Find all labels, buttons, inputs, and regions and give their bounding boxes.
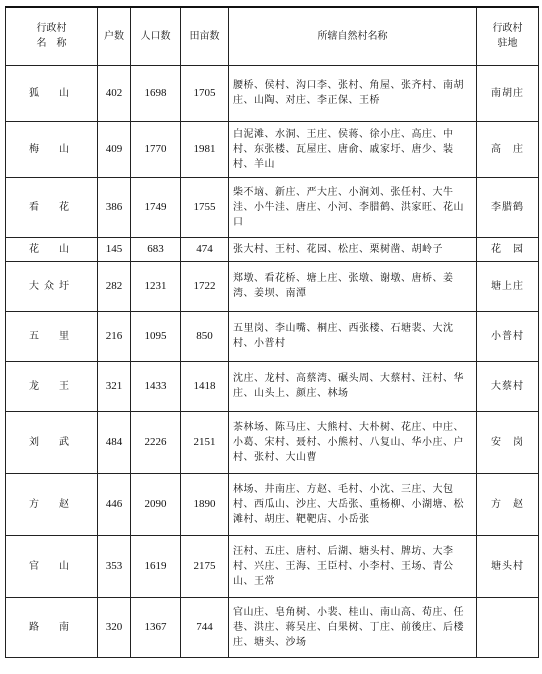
- row-seat: 花 园: [477, 237, 539, 261]
- row-seat: 高 庄: [477, 121, 539, 177]
- row-name: 龙 王: [6, 361, 98, 411]
- row-households: 282: [98, 261, 131, 311]
- table-row: [6, 597, 539, 657]
- row-farmland: 1722: [181, 261, 229, 311]
- table-row: [6, 473, 539, 535]
- row-seat: 安 岗: [477, 411, 539, 473]
- table-row: [6, 411, 539, 473]
- row-villages: 汪村、五庄、唐村、后湖、塘头村、牌坊、大李村、兴庄、王海、王臣村、小李村、王场、青公山、王常: [229, 535, 477, 597]
- row-seat: 南胡庄: [477, 65, 539, 121]
- header-township: 行政村 名 称: [6, 7, 98, 65]
- table-row: [6, 65, 539, 121]
- row-farmland: 1890: [181, 473, 229, 535]
- row-farmland: 1418: [181, 361, 229, 411]
- table-row: [6, 121, 539, 177]
- table-row: [6, 311, 539, 361]
- row-villages: 白泥滩、水洞、王庄、侯蒋、徐小庄、高庄、中村、东张楼、瓦屋庄、唐俞、戚家圩、唐少、装村、羊山: [229, 121, 477, 177]
- row-seat: 方 赵: [477, 473, 539, 535]
- row-households: 353: [98, 535, 131, 597]
- row-farmland: 2175: [181, 535, 229, 597]
- row-population: 1770: [131, 121, 181, 177]
- row-households: 145: [98, 237, 131, 261]
- row-population: 1433: [131, 361, 181, 411]
- row-population: 1095: [131, 311, 181, 361]
- row-population: 683: [131, 237, 181, 261]
- table-row: [6, 261, 539, 311]
- row-seat: 塘上庄: [477, 261, 539, 311]
- row-population: 2226: [131, 411, 181, 473]
- row-name: 五 里: [6, 311, 98, 361]
- row-villages: 张大村、王村、花园、松庄、栗树凿、胡岭子: [229, 237, 477, 261]
- row-name: 花 山: [6, 237, 98, 261]
- table-row: [6, 361, 539, 411]
- header-villages: 所辖自然村名称: [229, 7, 477, 65]
- row-population: 1619: [131, 535, 181, 597]
- table-row: [6, 177, 539, 237]
- row-name: 方 赵: [6, 473, 98, 535]
- row-farmland: 850: [181, 311, 229, 361]
- row-villages: 腰桥、侯村、沟口李、张村、角屋、张齐村、南胡庄、山陶、对庄、李正保、王桥: [229, 65, 477, 121]
- row-name: 路 南: [6, 597, 98, 657]
- row-households: 484: [98, 411, 131, 473]
- row-name: 看 花: [6, 177, 98, 237]
- row-households: 321: [98, 361, 131, 411]
- row-population: 2090: [131, 473, 181, 535]
- table-row: [6, 237, 539, 261]
- row-seat: 李腊鹤: [477, 177, 539, 237]
- row-seat: [477, 597, 539, 657]
- village-table: [5, 6, 539, 658]
- row-villages: 五里岗、李山嘴、桐庄、西张楼、石塘裴、大沈村、小普村: [229, 311, 477, 361]
- row-villages: 郑墩、看花桥、塘上庄、张墩、谢墩、唐桥、姜湾、姜坝、南潭: [229, 261, 477, 311]
- table-row: [6, 535, 539, 597]
- row-seat: 小普村: [477, 311, 539, 361]
- row-households: 386: [98, 177, 131, 237]
- row-population: 1231: [131, 261, 181, 311]
- row-households: 409: [98, 121, 131, 177]
- row-households: 320: [98, 597, 131, 657]
- row-villages: 茶林场、陈马庄、大熊村、大朴树、花庄、中庄、小葛、宋村、聂村、小熊村、八复山、华小庄、户村、张村、大山曹: [229, 411, 477, 473]
- row-households: 216: [98, 311, 131, 361]
- row-farmland: 474: [181, 237, 229, 261]
- row-name: 狐 山: [6, 65, 98, 121]
- row-farmland: 1705: [181, 65, 229, 121]
- row-population: 1749: [131, 177, 181, 237]
- header-households: 户数: [98, 7, 131, 65]
- row-seat: 塘头村: [477, 535, 539, 597]
- row-population: 1367: [131, 597, 181, 657]
- row-villages: 柴不垴、新庄、严大庄、小涧刘、张任村、大牛洼、小牛洼、唐庄、小河、李腊鹤、洪家旺、花山口: [229, 177, 477, 237]
- row-villages: 林场、井南庄、方赵、毛村、小沈、三庄、大包村、西瓜山、沙庄、大岳张、重杨柳、小湖塘、松滩村、胡庄、靶靶店、小岳张: [229, 473, 477, 535]
- row-seat: 大蔡村: [477, 361, 539, 411]
- header-population: 人口数: [131, 7, 181, 65]
- row-farmland: 1755: [181, 177, 229, 237]
- row-name: 梅 山: [6, 121, 98, 177]
- header-row: [6, 7, 539, 65]
- row-farmland: 2151: [181, 411, 229, 473]
- row-farmland: 1981: [181, 121, 229, 177]
- row-name: 大众圩: [6, 261, 98, 311]
- row-villages: 官山庄、皂角树、小裴、桂山、南山高、荀庄、任巷、洪庄、蒋吴庄、白果树、丁庄、前後庄、后楼庄、塘头、沙场: [229, 597, 477, 657]
- row-households: 402: [98, 65, 131, 121]
- row-households: 446: [98, 473, 131, 535]
- row-villages: 沈庄、龙村、高蔡湾、碾头周、大蔡村、汪村、华庄、山头上、颜庄、林场: [229, 361, 477, 411]
- row-farmland: 744: [181, 597, 229, 657]
- header-farmland: 田亩数: [181, 7, 229, 65]
- row-name: 官 山: [6, 535, 98, 597]
- row-name: 刘 武: [6, 411, 98, 473]
- header-seat: 行政村 驻地: [477, 7, 539, 65]
- row-population: 1698: [131, 65, 181, 121]
